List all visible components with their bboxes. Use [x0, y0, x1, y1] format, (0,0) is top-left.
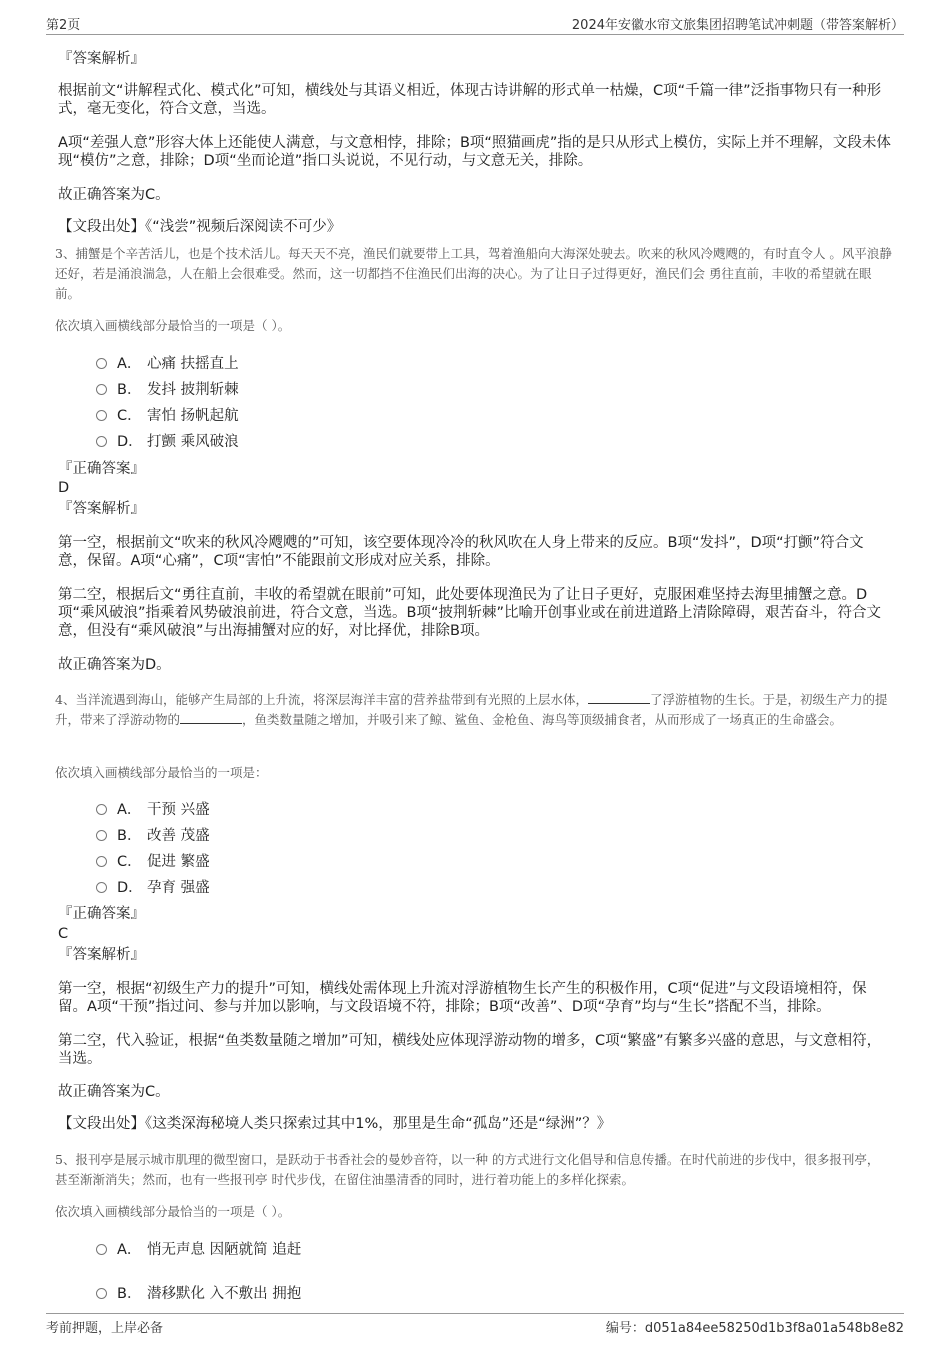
q3-answer: D — [58, 480, 70, 496]
radio-icon[interactable] — [96, 882, 107, 893]
q4-prompt: 依次填入画横线部分最恰当的一项是： — [55, 765, 268, 780]
page-number: 第2页 — [46, 18, 81, 33]
document-code: 编号：d051a84ee58250d1b3f8a01a548b8e82 — [605, 1321, 904, 1336]
document-title: 2024年安徽水帘文旅集团招聘笔试冲刺题（带答案解析） — [571, 18, 904, 33]
q3-option-c[interactable]: C． 害怕 扬帆起航 — [96, 406, 239, 426]
q3-analysis-p2: 第二空，根据后文“勇往直前，丰收的希望就在眼前”可知，此处要体现渔民为了让日子更好，克服困难坚持去海里捕蟹之意。D项“乘风破浪”指乘着风势破浪前进，符合文意，当选。B项“披荆斩棘”比喻开创事业或在前进道路上清除障碍，艰苦奋斗，符合文意，但没有“乘风破浪”与出海捕蟹对应的好，对比择优，排除B项。 — [58, 587, 881, 639]
radio-icon[interactable] — [96, 436, 107, 447]
radio-icon[interactable] — [96, 1244, 107, 1255]
radio-icon[interactable] — [96, 830, 107, 841]
q2-analysis-p1: 根据前文“讲解程式化、模式化”可知，横线处与其语义相近，体现古诗讲解的形式单一枯燥，C项“千篇一律”泛指事物只有一种形式，毫无变化，符合文意，当选。 — [58, 83, 882, 117]
q4-option-d[interactable]: D． 孕育 强盛 — [96, 878, 210, 898]
q4-conclusion: 故正确答案为C。 — [58, 1084, 170, 1100]
q4-option-b[interactable]: B． 改善 茂盛 — [96, 826, 210, 846]
q3-option-a[interactable]: A． 心痛 扶摇直上 — [96, 354, 239, 374]
q4-analysis-p1: 第一空，根据“初级生产力的提升”可知，横线处需体现上升流对浮游植物生长产生的积极作用，C项“促进”与文段语境相符，保留。A项“干预”指过问、参与并加以影响，与文段语境不符，排除；B项“改善”、D项“孕育”均与“生长”搭配不当，排除。 — [58, 981, 867, 1015]
q3-option-b[interactable]: B． 发抖 披荆斩棘 — [96, 380, 239, 400]
q2-conclusion: 故正确答案为C。 — [58, 187, 170, 203]
q3-stem: 3、捕蟹是个辛苦活儿，也是个技术活儿。每天天不亮，渔民们就要带上工具，驾着渔船向大海深处驶去。吹来的秋风冷飕飕的，有时直令人 。风平浪静还好，若是涌浪湍急，人在船上会很难受。然而，这一切都挡不住渔民们出海的决心。为了让日子过得更好，渔民们会 勇往直前，丰收的希望就在眼前。 — [55, 246, 892, 301]
footer-slogan: 考前押题，上岸必备 — [46, 1321, 164, 1336]
radio-icon[interactable] — [96, 358, 107, 369]
radio-icon[interactable] — [96, 384, 107, 395]
page-header — [46, 12, 904, 35]
radio-icon[interactable] — [96, 856, 107, 867]
q2-analysis-p2: A项“差强人意”形容大体上还能使人满意，与文意相悖，排除；B项“照猫画虎”指的是只从形式上模仿，实际上并不理解，文段未体现“模仿”之意，排除；D项“坐而论道”指口头说说，不见行动，与文意无关，排除。 — [58, 135, 891, 169]
q4-analysis-p2: 第二空，代入验证，根据“鱼类数量随之增加”可知，横线处应体现浮游动物的增多，C项“繁盛”有繁多兴盛的意思，与文意相符，当选。 — [58, 1033, 882, 1067]
q4-stem: 4、当洋流遇到海山，能够产生局部的上升流，将深层海洋丰富的营养盐带到有光照的上层水体， 了浮游植物的生长。于是，初级生产力的提升，带来了浮游动物的 ，鱼类数量随之增加，并吸引来了鲸、鲨鱼、金枪鱼、海鸟等顶级捕食者，从而形成了一场真正的生命盛会。 — [55, 692, 888, 727]
q4-analysis-label: 『答案解析』 — [58, 947, 145, 963]
blank-2 — [180, 711, 242, 724]
q3-prompt: 依次填入画横线部分最恰当的一项是（ ）。 — [55, 318, 291, 333]
q4-answer: C — [58, 926, 69, 942]
q4-option-a[interactable]: A． 干预 兴盛 — [96, 800, 210, 820]
radio-icon[interactable] — [96, 410, 107, 421]
q5-stem: 5、报刊亭是展示城市肌理的微型窗口，是跃动于书香社会的曼妙音符，以一种 的方式进行文化倡导和信息传播。在时代前进的步伐中，很多报刊亭， 甚至渐渐消失；然而，也有一些报刊亭 时代步伐，在留住油墨清香的同时，进行着功能上的多样化探索。 — [55, 1152, 880, 1187]
q2-source: 【文段出处】《“浅尝”视频后深阅读不可少》 — [58, 219, 342, 235]
radio-icon[interactable] — [96, 1288, 107, 1299]
q2-analysis-label: 『答案解析』 — [58, 51, 145, 67]
q3-analysis-label: 『答案解析』 — [58, 501, 145, 517]
q3-analysis-p1: 第一空，根据前文“吹来的秋风冷飕飕的”可知，该空要体现冷冷的秋风吹在人身上带来的反应。B项“发抖”，D项“打颤”符合文意，保留。A项“心痛”，C项“害怕”不能跟前文形成对应关系，排除。 — [58, 535, 864, 569]
q5-prompt: 依次填入画横线部分最恰当的一项是（ ）。 — [55, 1204, 291, 1219]
q3-answer-label: 『正确答案』 — [58, 461, 145, 477]
q4-option-c[interactable]: C． 促进 繁盛 — [96, 852, 210, 872]
q5-option-b[interactable]: B． 潜移默化 入不敷出 拥抱 — [96, 1284, 301, 1304]
q3-option-d[interactable]: D． 打颤 乘风破浪 — [96, 432, 239, 452]
page-footer — [46, 1313, 904, 1334]
q5-option-a[interactable]: A． 悄无声息 因陋就简 追赶 — [96, 1240, 301, 1260]
radio-icon[interactable] — [96, 804, 107, 815]
q4-source: 【文段出处】《这类深海秘境人类只探索过其中1%，那里是生命“孤岛”还是“绿洲”？》 — [58, 1116, 612, 1132]
q4-answer-label: 『正确答案』 — [58, 906, 145, 922]
q3-conclusion: 故正确答案为D。 — [58, 657, 171, 673]
blank-1 — [588, 691, 650, 704]
